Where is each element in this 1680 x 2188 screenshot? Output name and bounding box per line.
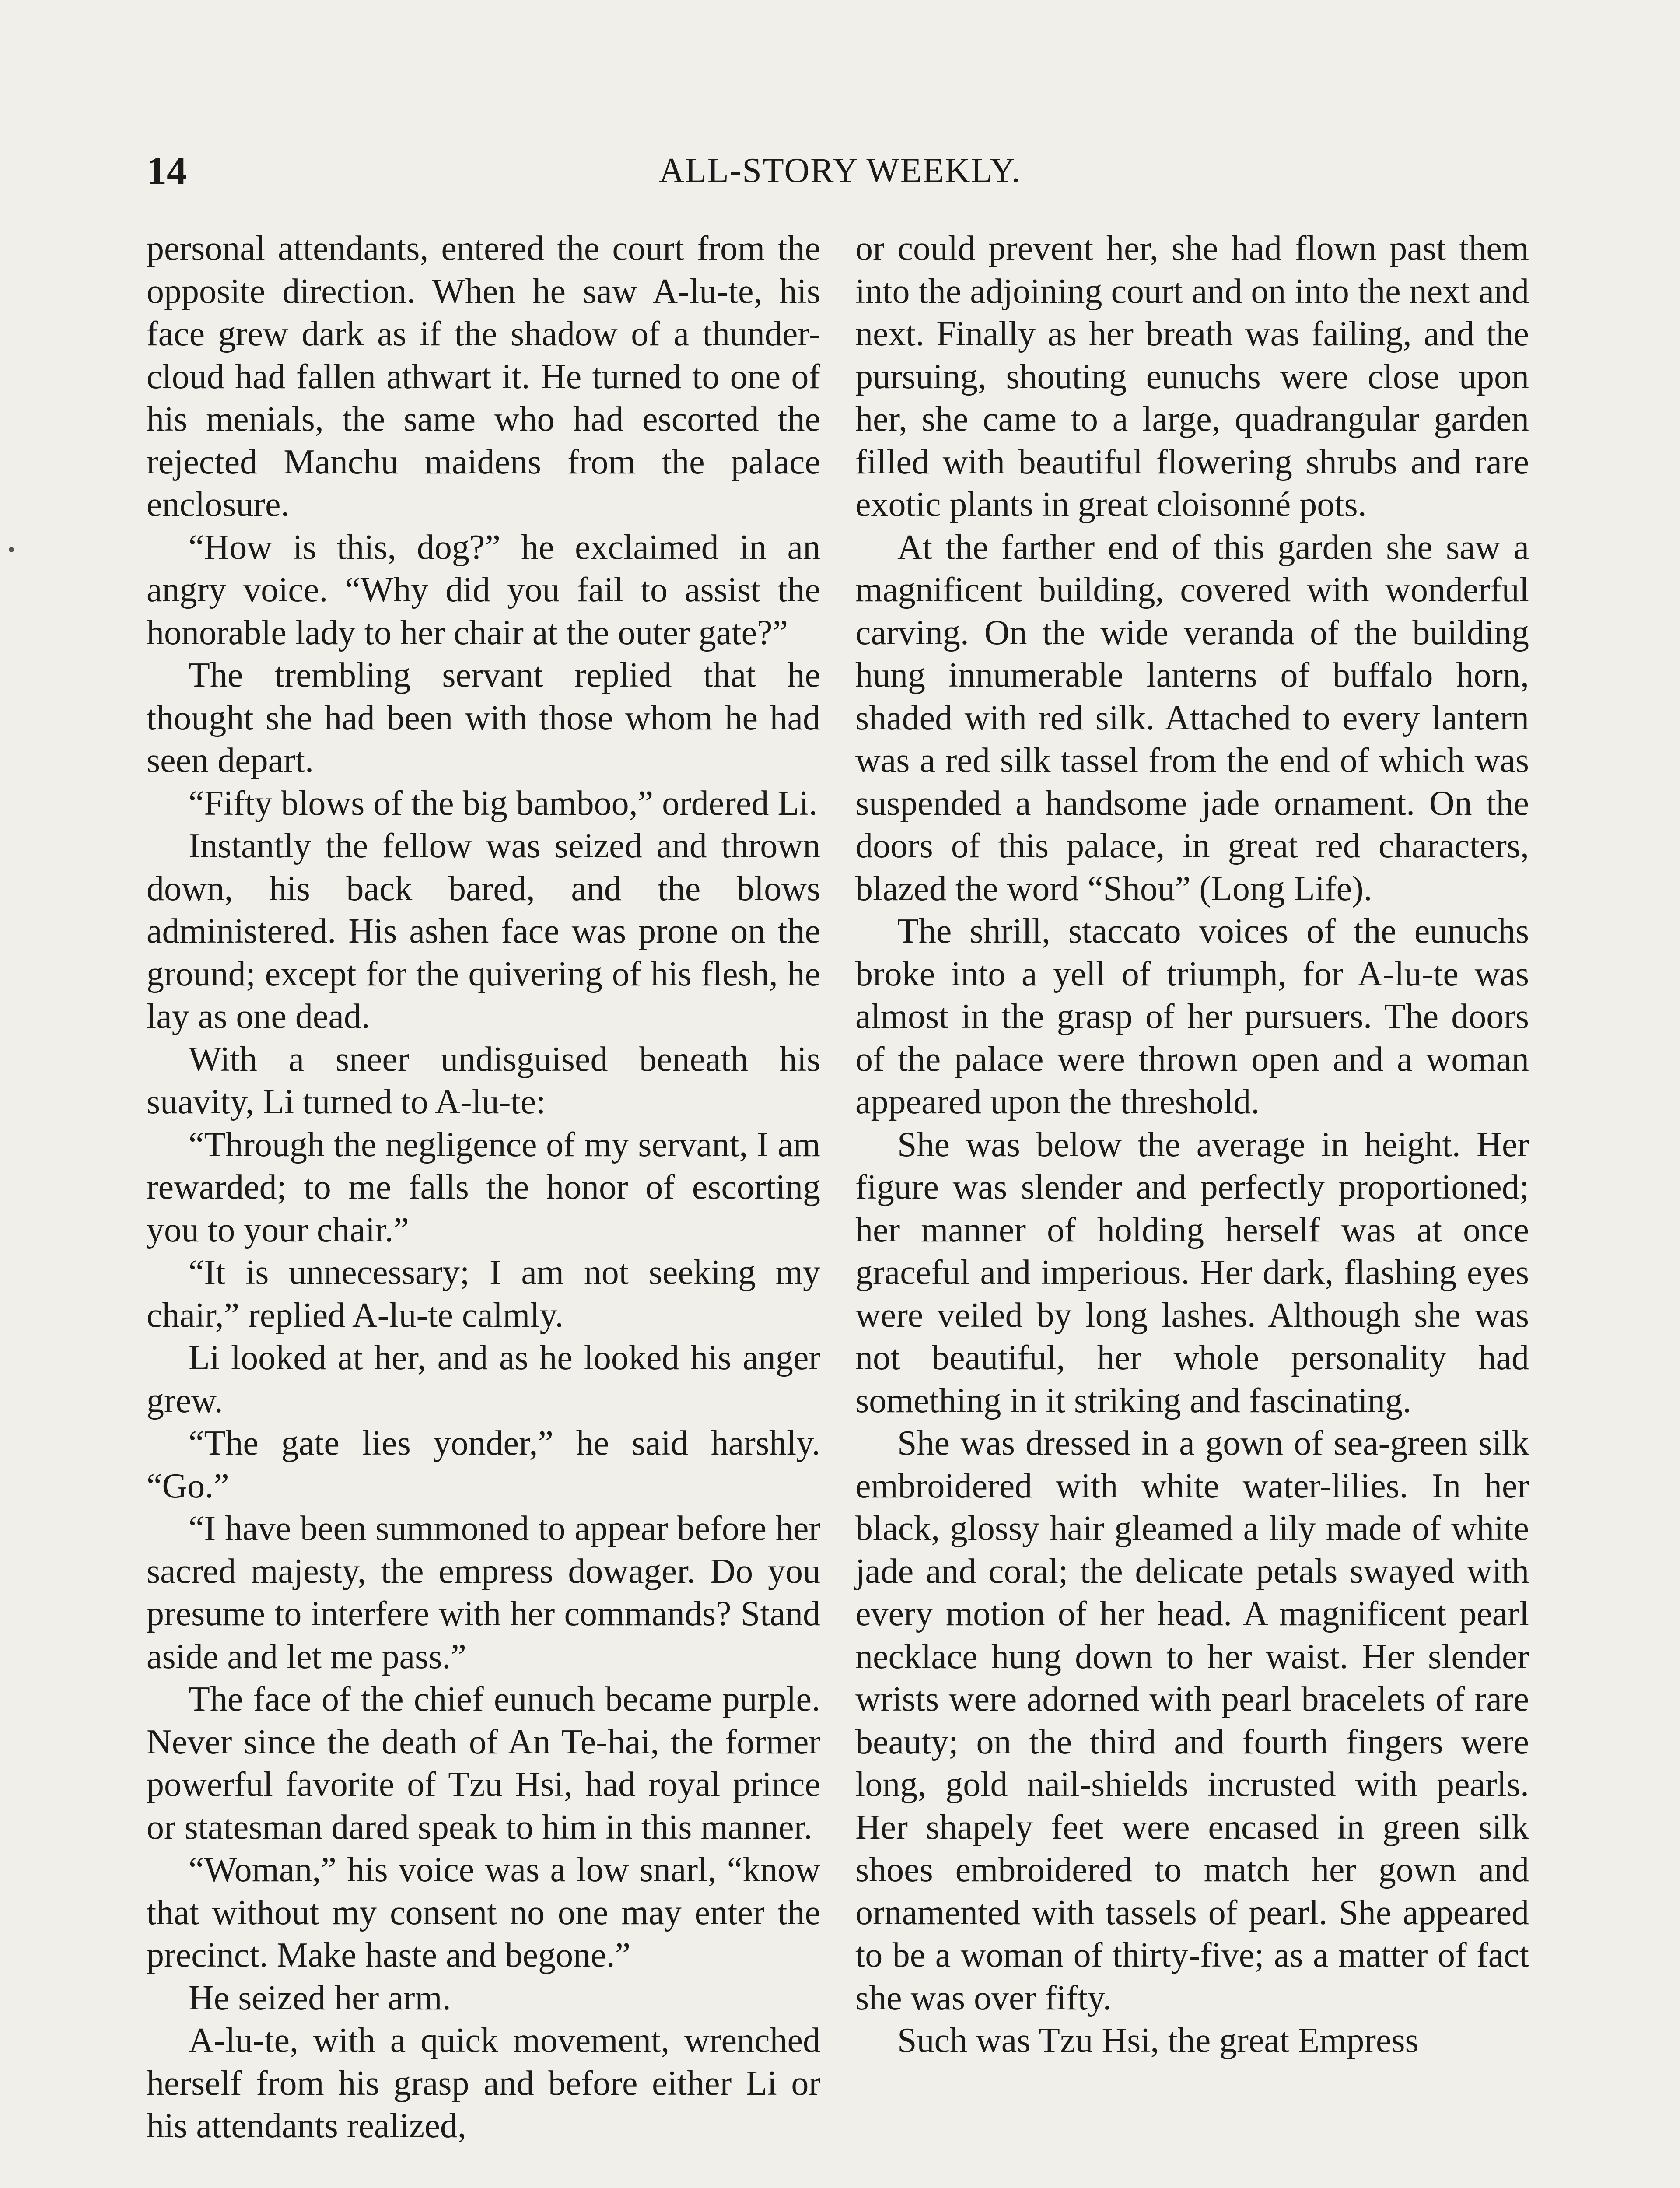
paragraph: “It is unnecessary; I am not seeking my chair,” replied A-lu-te calmly. xyxy=(147,1253,820,1335)
paragraph: The face of the chief eunuch became purple. Never since the death of An Te-hai, the former powerful favorite of Tzu Hsi, had royal prince or statesman dared speak to him in this manner. xyxy=(147,1680,820,1847)
paragraph: The trembling servant replied that he thought she had been with those whom he had seen depart. xyxy=(147,656,820,780)
paragraph: “Fifty blows of the big bamboo,” ordered Li. xyxy=(189,784,818,823)
paragraph: or could prevent her, she had flown past them into the adjoining court and on into the next and next. Finally as her breath was failing, and the pursuing, shouting eunuchs were close upon her, she came to a large, quadrangular garden filled with beautiful flowering shrubs and rare exotic plants in great cloisonné pots. xyxy=(855,229,1529,524)
paragraph: personal attendants, entered the court from the opposite direction. When he saw A-lu-te, his face grew dark as if the shadow of a thunder-cloud had fallen athwart it. He turned to one of his menials, the same who had escorted the rejected Manchu maidens from the palace enclosure. xyxy=(147,229,820,524)
paragraph: Such was Tzu Hsi, the great Empress xyxy=(897,2021,1419,2060)
page-header xyxy=(147,144,1533,197)
paragraph: “Through the negligence of my servant, I am rewarded; to me falls the honor of escorting you to your chair.” xyxy=(147,1125,820,1249)
paragraph: Instantly the fellow was seized and thrown down, his back bared, and the blows administered. His ashen face was prone on the ground; except for the quivering of his flesh, he lay as one dead. xyxy=(147,827,820,1036)
right-column xyxy=(855,228,1529,2062)
stray-ink-dot xyxy=(9,547,14,552)
paragraph: At the farther end of this garden she saw a magnificent building, covered with wonderful carving. On the wide veranda of the building hung innumerable lanterns of buffalo horn, shaded with red silk. Attached to every lantern was a red silk tassel from the end of which was suspended a handsome jade ornament. On the doors of this palace, in great red characters, blazed the word “Shou” (Long Life). xyxy=(855,528,1529,908)
paragraph: “I have been summoned to appear before her sacred majesty, the empress dowager. Do you presume to interfere with her commands? Stand aside and let me pass.” xyxy=(147,1509,820,1676)
paragraph: “Woman,” his voice was a low snarl, “know that without my consent no one may enter the precinct. Make haste and begone.” xyxy=(147,1851,820,1974)
paragraph: She was dressed in a gown of sea-green silk embroidered with white water-lilies. In her black, glossy hair gleamed a lily made of white jade and coral; the delicate petals swayed with every motion of her head. A magnificent pearl necklace hung down to her waist. Her slender wrists were adorned with pearl bracelets of rare beauty; on the third and fourth fingers were long, gold nail-shields incrusted with pearls. Her shapely feet were encased in green silk shoes embroidered to match her gown and ornamented with tassels of pearl. She appeared to be a woman of thirty-five; as a matter of fact she was over fifty. xyxy=(855,1424,1529,2017)
page-number: 14 xyxy=(147,148,187,193)
paragraph: “The gate lies yonder,” he said harshly. “Go.” xyxy=(147,1424,820,1505)
running-title: ALL-STORY WEEKLY. xyxy=(659,151,1021,190)
paragraph: A-lu-te, with a quick movement, wrenched herself from his grasp and before either Li or his attendants realized, xyxy=(147,2021,820,2145)
paragraph: “How is this, dog?” he exclaimed in an angry voice. “Why did you fail to assist the honorable lady to her chair at the outer gate?” xyxy=(147,528,820,652)
paragraph: She was below the average in height. Her figure was slender and perfectly proportioned; her manner of holding herself was at once graceful and imperious. Her dark, flashing eyes were veiled by long lashes. Although she was not beautiful, her whole personality had something in it striking and fascinating. xyxy=(855,1125,1529,1420)
paragraph: The shrill, staccato voices of the eunuchs broke into a yell of triumph, for A-lu-te was almost in the grasp of her pursuers. The doors of the palace were thrown open and a woman appeared upon the threshold. xyxy=(855,912,1529,1121)
paragraph: Li looked at her, and as he looked his anger grew. xyxy=(147,1339,820,1420)
paragraph: He seized her arm. xyxy=(189,1978,451,2017)
paragraph: With a sneer undisguised beneath his suavity, Li turned to A-lu-te: xyxy=(147,1040,820,1121)
left-column xyxy=(147,228,820,2148)
